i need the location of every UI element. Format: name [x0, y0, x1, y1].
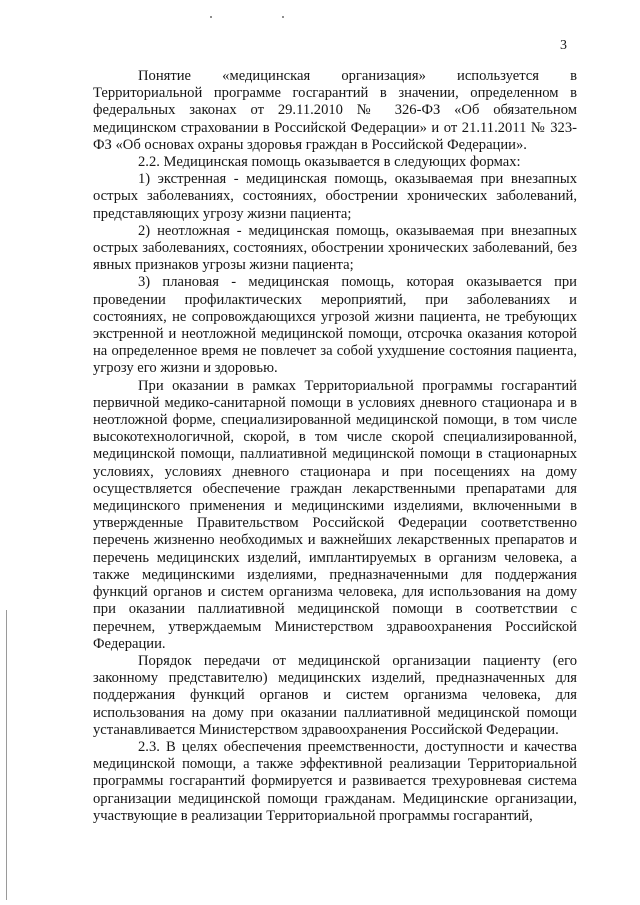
paragraph-definition: Понятие «медицинская организация» используется в Территориальной программе госгарантий в значении, определенном в федеральных законах от 29.11.2010 № 326-ФЗ «Об обязательном медицинском страховании в Российской Федерации» и от 21.11.2011 № 323-ФЗ «Об основах охраны здоровья граждан в Российской Федерации».	[93, 68, 577, 153]
paragraph-device-transfer: Порядок передачи от медицинской организации пациенту (его законному представителю) медицинских изделий, предназначенных для поддержания функций органов и систем организма человека, для использования на дому при оказании паллиативной медицинской помощи устанавливается Министерством здравоохранения Российской Федерации.	[93, 652, 577, 738]
paragraph-form-planned: 3) плановая - медицинская помощь, которая оказывается при проведении профилактических мероприятий, при заболеваниях и состояниях, не сопровождающихся угрозой жизни пациента, не требующих экстренной и неотложной медицинской помощи, отсрочка оказания которой на определенное время не повлечет за собой ухудшение состояния пациента, угрозу его жизни и здоровью.	[93, 274, 577, 377]
paragraph-forms-intro: 2.2. Медицинская помощь оказывается в следующих формах:	[138, 154, 521, 171]
scan-speck	[282, 16, 284, 18]
page-number: 3	[560, 38, 567, 53]
paragraph-form-urgent: 2) неотложная - медицинская помощь, оказываемая при внезапных острых заболеваниях, состояниях, обострении хронических заболеваний, без явных признаков угрозы жизни пациента;	[93, 222, 577, 274]
paragraph-drug-provision: При оказании в рамках Территориальной программы госгарантий первичной медико-санитарной помощи в условиях дневного стационара и в неотложной форме, специализированной медицинской помощи, в том числе высокотехнологичной, скорой, в том числе скорой специализированной, медицинской помощи, паллиативной медицинской помощи в стационарных условиях, условиях дневного стационара и при посещениях на дому осуществляется обеспечение граждан лекарственными препаратами для медицинского применения и медицинскими изделиями, включенными в утвержденные Правительством Российской Федерации соответственно перечень жизненно необходимых и важнейших лекарственных препаратов и перечень медицинских изделий, имплантируемых в организм человека, а также медицинскими изделиями, предназначенными для поддержания функций органов и систем организма человека, для использования на дому при оказании паллиативной медицинской помощи в соответствии с перечнем, утверждаемым Министерством здравоохранения Российской Федерации.	[93, 377, 577, 652]
paragraph-three-level-system: 2.3. В целях обеспечения преемственности, доступности и качества медицинской помощи, а также эффективной реализации Территориальной программы госгарантий формируется и развивается трехуровневая система организации медицинской помощи гражданам. Медицинские организации, участвующие в реализации Территориальной программы госгарантий,	[93, 738, 577, 824]
document-body	[93, 68, 577, 825]
scan-edge-line	[6, 610, 7, 900]
paragraph-form-emergency: 1) экстренная - медицинская помощь, оказываемая при внезапных острых заболеваниях, состояниях, обострении хронических заболеваний, представляющих угрозу жизни пациента;	[93, 171, 577, 222]
scan-speck	[210, 16, 212, 18]
